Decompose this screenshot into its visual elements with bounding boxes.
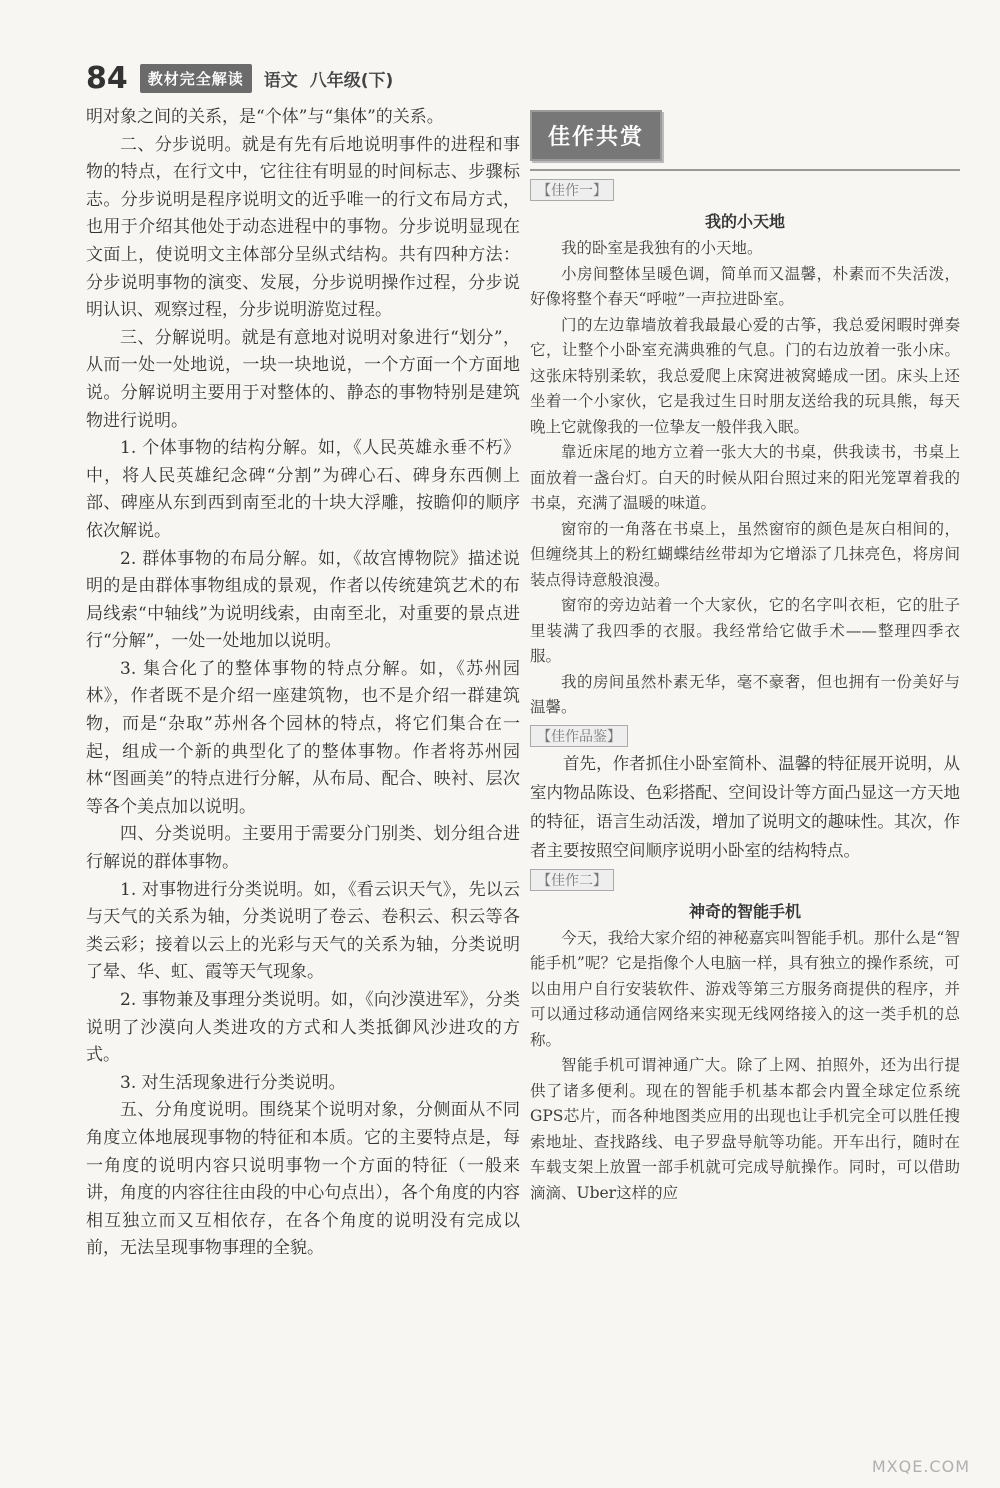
essay1-paragraph: 窗帘的旁边站着一个大家伙，它的名字叫衣柜，它的肚子里装满了我四季的衣服。我经常给它做手术——整理四季衣服。 bbox=[530, 596, 960, 665]
body-paragraph: 二、分步说明。就是有先有后地说明事件的进程和事物的特点，在行文中，它往往有明显的时间标志、步骤标志。分步说明是程序说明文的近乎唯一的行文布局方式，也用于介绍其他处于动态进程中的事物。分步说明显现在文面上，使说明文主体部分呈纵式结构。共有四种方法：分步说明事物的演变、发展，分步说明操作过程，分步说明认识、观察过程，分步说明游览过程。 bbox=[86, 134, 520, 321]
essay2-body bbox=[530, 926, 960, 1207]
essay2-tag: 【佳作二】 bbox=[530, 869, 614, 891]
essay1-tag: 【佳作一】 bbox=[530, 179, 614, 201]
essay1-body bbox=[530, 236, 960, 721]
comment-tag: 【佳作品鉴】 bbox=[530, 725, 628, 747]
body-paragraph: 3. 对生活现象进行分类说明。 bbox=[120, 1072, 346, 1093]
book-subject: 语文 bbox=[263, 70, 298, 91]
left-column bbox=[86, 104, 520, 1434]
body-paragraph: 明对象之间的关系，是“个体”与“集体”的关系。 bbox=[86, 107, 444, 127]
book-grade: 八年级(下) bbox=[309, 70, 394, 91]
essay1-paragraph: 门的左边靠墙放着我最最心爱的古筝，我总爱闲暇时弹奏它，让整个小卧室充满典雅的气息。门的右边放着一张小床。这张床特别柔软，我总爱爬上床窝进被窝蜷成一团。床头上还坐着一个小家伙，它是我过生日时朋友送给我的玩具熊，每天晚上它就像我的一位挚友一般伴我入眠。 bbox=[530, 315, 960, 436]
body-paragraph: 1. 对事物进行分类说明。如，《看云识天气》，先以云与天气的关系为轴，分类说明了卷云、卷积云、积云等各类云彩；接着以云上的光彩与天气的关系为轴，分类说明了晕、华、虹、霞等天气现象。 bbox=[86, 879, 520, 983]
body-paragraph: 2. 群体事物的布局分解。如，《故宫博物院》描述说明的是由群体事物组成的景观，作者以传统建筑艺术的布局线索“中轴线”为说明线索，由南至北，对重要的景点进行“分解”，一处一处地加以说明。 bbox=[86, 548, 520, 652]
essay1-paragraph: 窗帘的一角落在书桌上，虽然窗帘的颜色是灰白相间的，但缠绕其上的粉红蝴蝶结丝带却为它增添了几抹亮色，将房间装点得诗意般浪漫。 bbox=[530, 519, 960, 589]
essay2-paragraph: 今天，我给大家介绍的神秘嘉宾叫智能手机。那什么是“智能手机”呢？它是指像个人电脑一样，具有独立的操作系统，可以由用户自行安装软件、游戏等第三方服务商提供的程序，并可以通过移动通信网络来实现无线网络接入的这一类手机的总称。 bbox=[530, 928, 960, 1049]
body-paragraph: 三、分解说明。就是有意地对说明对象进行“划分”，从而一处一处地说，一块一块地说，一个方面一个方面地说。分解说明主要用于对整体的、静态的事物特别是建筑物进行说明。 bbox=[86, 327, 520, 431]
page-number: 84 bbox=[86, 60, 128, 96]
essay2-paragraph: 智能手机可谓神通广大。除了上网、拍照外，还为出行提供了诸多便利。现在的智能手机基本都会内置全球定位系统GPS芯片，而各种地图类应用的出现也让手机完全可以胜任搜索地址、查找路线、电子罗盘导航等功能。开车出行，随时在车载支架上放置一部手机就可完成导航操作。同时，可以借助滴滴、Uber这样的应 bbox=[530, 1056, 960, 1202]
page-header bbox=[86, 58, 393, 98]
section-banner: 佳作共赏 bbox=[530, 110, 662, 161]
right-column bbox=[530, 110, 960, 1440]
comment-text: 首先，作者抓住小卧室简朴、温馨的特征展开说明，从室内物品陈设、色彩搭配、空间设计等方面凸显这一方天地的特征，语言生动活泼，增加了说明文的趣味性。其次，作者主要按照空间顺序说明小卧室的结构特点。 bbox=[530, 753, 960, 860]
book-series-badge: 教材完全解读 bbox=[140, 64, 252, 93]
body-paragraph: 3. 集合化了的整体事物的特点分解。如，《苏州园林》，作者既不是介绍一座建筑物，也不是介绍一群建筑物，而是“杂取”苏州各个园林的特点，将它们集合在一起，组成一个新的典型化了的整体事物。作者将苏州园林“图画美”的特点进行分解，从布局、配合、映衬、层次等各个美点加以说明。 bbox=[86, 658, 520, 817]
essay2-title: 神奇的智能手机 bbox=[688, 901, 801, 921]
body-paragraph: 四、分类说明。主要用于需要分门别类、划分组合进行解说的群体事物。 bbox=[86, 824, 520, 873]
essay1-paragraph: 我的房间虽然朴素无华，毫不豪奢，但也拥有一份美好与温馨。 bbox=[530, 672, 960, 716]
essay1-paragraph: 小房间整体呈暖色调，简单而又温馨，朴素而不失活泼，好像将整个春天“呼啦”一声拉进卧室。 bbox=[530, 264, 960, 308]
essay1-paragraph: 靠近床尾的地方立着一张大大的书桌，供我读书，书桌上面放着一盏台灯。白天的时候从阳台照过来的阳光笼罩着我的书桌，充满了温暖的味道。 bbox=[530, 443, 960, 512]
body-paragraph: 2. 事物兼及事理分类说明。如，《向沙漠进军》，分类说明了沙漠向人类进攻的方式和人类抵御风沙进攻的方式。 bbox=[86, 990, 520, 1066]
section-divider bbox=[530, 169, 960, 171]
watermark: MXQE.COM bbox=[871, 1457, 970, 1476]
essay1-title: 我的小天地 bbox=[704, 212, 785, 231]
body-paragraph: 1. 个体事物的结构分解。如，《人民英雄永垂不朽》中，将人民英雄纪念碑“分割”为碑心石、碑身东西侧上部、碑座从东到西到南至北的十块大浮雕，按瞻仰的顺序依次解说。 bbox=[86, 438, 520, 541]
body-paragraph: 五、分角度说明。围绕某个说明对象，分侧面从不同角度立体地展现事物的特征和本质。它的主要特点是，每一角度的说明内容只说明事物一个方面的特征（一般来讲，角度的内容往往由段的中心句点出），各个角度的内容相互独立而又互相依存，在各个角度的说明没有完成以前，无法呈现事物事理的全貌。 bbox=[86, 1100, 520, 1259]
essay1-paragraph: 我的卧室是我独有的小天地。 bbox=[561, 239, 763, 257]
